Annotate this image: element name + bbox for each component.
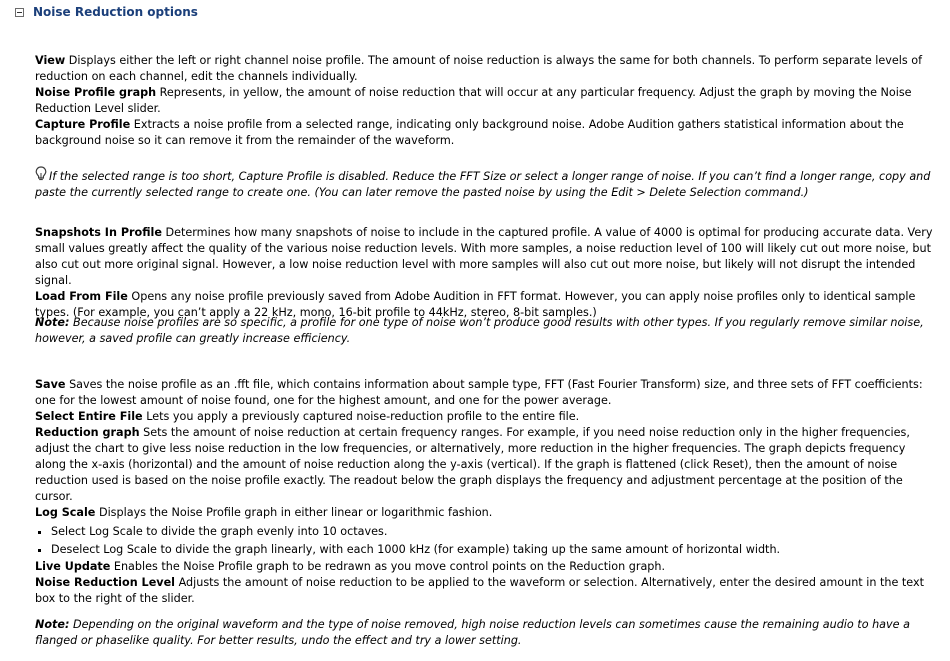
option-text: Extracts a noise profile from a selected range, indicating only background noise. Adobe Audition gathers statistical information about the background noise so it can remove it from the remainder of the waveform. xyxy=(35,118,904,147)
option-text: Lets you apply a previously captured noise-reduction profile to the entire file. xyxy=(146,410,580,423)
note-2 xyxy=(35,617,935,649)
note-label: Note: xyxy=(35,316,70,329)
option-term: Select Entire File xyxy=(35,410,143,423)
option-text: Sets the amount of noise reduction at certain frequency ranges. For example, if you need noise reduction only in the higher frequencies, adjust the chart to give less noise reduction in the low frequencies, or alternatively, more reduction in the higher frequencies. The graph depicts frequency along the x-axis (horizontal) and the amount of noise reduction along the y-axis (vertical). If the graph is flattened (click Reset), then the amount of noise reduction used is based on the noise profile exactly. The readout below the graph displays the frequency and adjustment percentage at the position of the cursor. xyxy=(35,426,910,503)
option-text: Adjusts the amount of noise reduction to be applied to the waveform or selection. Alternatively, enter the desired amount in the text box to the right of the slider. xyxy=(35,576,924,605)
option-text: Represents, in yellow, the amount of noise reduction that will occur at any particular frequency. Adjust the graph by moving the Noise Reduction Level slider. xyxy=(35,86,912,115)
note-label: Note: xyxy=(35,618,70,631)
option-text: Determines how many snapshots of noise to include in the captured profile. A value of 4000 is optimal for producing accurate data. Very small values greatly affect the quality of the various noise reduction levels. With more samples, a noise reduction level of 100 will likely cut out more noise, but also cut out more original signal. However, a low noise reduction level with more samples will also cut out more noise, but likely will not disrupt the intended signal. xyxy=(35,226,933,287)
option-text: Opens any noise profile previously saved from Adobe Audition in FFT format. However, you can apply noise profiles only to identical sample types. (For example, you can’t apply a 22 kHz, mono, 16-bit profile to 44kHz, stereo, 8-bit samples.) xyxy=(35,290,916,319)
option-save xyxy=(35,377,935,409)
note-text: Depending on the original waveform and the type of noise removed, high noise reduction levels can sometimes cause the remaining audio to have a flanged or phaselike quality. For better results, undo the effect and try a lower setting. xyxy=(35,618,910,647)
option-term: Log Scale xyxy=(35,506,96,519)
note-text: Because noise profiles are so specific, a profile for one type of noise won’t produce good results with other types. If you regularly remove similar noise, however, a saved profile can greatly increase efficiency. xyxy=(35,316,924,345)
section-title[interactable]: Noise Reduction options xyxy=(33,5,198,19)
option-term: View xyxy=(35,54,66,67)
options-group-4 xyxy=(35,559,935,607)
option-term: Noise Profile graph xyxy=(35,86,157,99)
option-term: Noise Reduction Level xyxy=(35,576,175,589)
lightbulb-icon xyxy=(35,166,47,182)
options-group-1 xyxy=(35,53,935,149)
option-term: Snapshots In Profile xyxy=(35,226,162,239)
option-live-update xyxy=(35,559,935,575)
option-text: Enables the Noise Profile graph to be redrawn as you move control points on the Reduction graph. xyxy=(113,560,666,573)
option-noise-profile-graph xyxy=(35,85,935,117)
option-term: Load From File xyxy=(35,290,128,303)
option-term: Save xyxy=(35,378,66,391)
option-view xyxy=(35,53,935,85)
options-group-3 xyxy=(35,377,935,559)
note-1 xyxy=(35,315,935,347)
option-term: Reduction graph xyxy=(35,426,140,439)
collapse-toggle-icon[interactable] xyxy=(15,8,24,17)
option-select-entire-file xyxy=(35,409,935,425)
option-capture-profile xyxy=(35,117,935,149)
section-header[interactable] xyxy=(15,4,198,20)
tip-text: If the selected range is too short, Capture Profile is disabled. Reduce the FFT Size or select a longer range of noise. If you can’t find a longer range, copy and paste the currently selected range to create one. (You can later remove the pasted noise by using the Edit > Delete Selection command.) xyxy=(35,170,931,199)
option-text: Displays either the left or right channel noise profile. The amount of noise reduction is always the same for both channels. To perform separate levels of reduction on each channel, edit the channels individually. xyxy=(35,54,923,83)
option-term: Capture Profile xyxy=(35,118,131,131)
option-snapshots-in-profile xyxy=(35,225,935,289)
list-item: Select Log Scale to divide the graph evenly into 10 octaves. xyxy=(35,523,935,541)
option-reduction-graph xyxy=(35,425,935,505)
options-group-2 xyxy=(35,225,935,321)
option-noise-reduction-level xyxy=(35,575,935,607)
log-scale-bullets xyxy=(35,523,935,559)
option-term: Live Update xyxy=(35,560,111,573)
option-text: Saves the noise profile as an .fft file, which contains information about sample type, FFT (Fast Fourier Transform) size, and three sets of FFT coefficients: one for the lowest amount of noise found, one for the highest amount, and one for the power average. xyxy=(35,378,923,407)
tip xyxy=(35,166,935,201)
list-item: Deselect Log Scale to divide the graph linearly, with each 1000 kHz (for example) taking up the same amount of horizontal width. xyxy=(35,541,935,559)
option-text: Displays the Noise Profile graph in either linear or logarithmic fashion. xyxy=(98,506,493,519)
option-log-scale xyxy=(35,505,935,521)
